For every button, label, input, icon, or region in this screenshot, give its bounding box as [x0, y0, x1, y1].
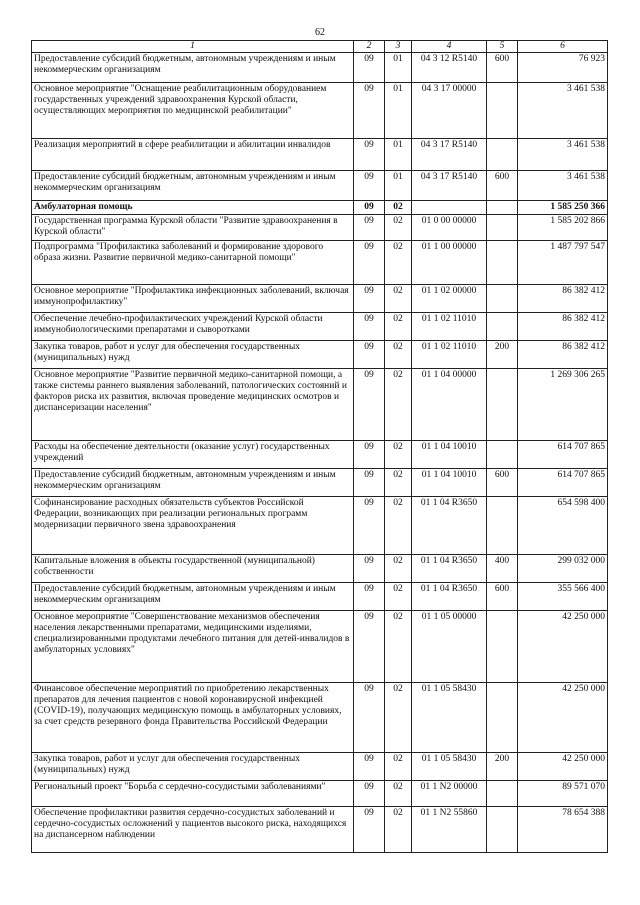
- amount: 3 461 538: [518, 83, 608, 139]
- row-name: Предоставление субсидий бюджетным, автономным учреждениям и иным некоммерческим организациям: [32, 53, 354, 83]
- expense-type-code: 600: [487, 469, 518, 497]
- subsection-code: 02: [385, 341, 412, 369]
- expense-type-code: [487, 369, 518, 441]
- expense-type-code: [487, 441, 518, 469]
- expense-type-code: 200: [487, 753, 518, 781]
- table-row: [32, 171, 608, 201]
- table-row: [32, 469, 608, 497]
- target-item-code: 01 1 05 58430: [412, 753, 487, 781]
- header-row: [32, 41, 608, 53]
- table-row: [32, 497, 608, 555]
- subsection-code: 02: [385, 781, 412, 807]
- subsection-code: 02: [385, 215, 412, 241]
- amount: 42 250 000: [518, 683, 608, 753]
- header-col-6: 6: [518, 41, 608, 53]
- amount: 355 566 400: [518, 583, 608, 611]
- amount: 86 382 412: [518, 313, 608, 341]
- header-col-5: 5: [487, 41, 518, 53]
- subsection-code: 01: [385, 53, 412, 83]
- section-code: 09: [354, 285, 385, 313]
- subsection-code: 02: [385, 201, 412, 215]
- table-row: [32, 369, 608, 441]
- expense-type-code: [487, 215, 518, 241]
- row-name: Закупка товаров, работ и услуг для обеспечения государственных (муниципальных) нужд: [32, 753, 354, 781]
- table-row: [32, 583, 608, 611]
- row-name: Расходы на обеспечение деятельности (оказание услуг) государственных учреждений: [32, 441, 354, 469]
- amount: 86 382 412: [518, 285, 608, 313]
- section-code: 09: [354, 369, 385, 441]
- subsection-code: 02: [385, 241, 412, 285]
- table-row: [32, 313, 608, 341]
- amount: 76 923: [518, 53, 608, 83]
- row-name: Софинансирование расходных обязательств субъектов Российской Федерации, возникающих при реализации региональных программ модернизации первичного звена здравоохранения: [32, 497, 354, 555]
- table-row: [32, 201, 608, 215]
- section-code: 09: [354, 781, 385, 807]
- amount: 42 250 000: [518, 611, 608, 683]
- subsection-code: 02: [385, 285, 412, 313]
- row-name: Капитальные вложения в объекты государственной (муниципальной) собственности: [32, 555, 354, 583]
- section-code: 09: [354, 753, 385, 781]
- table-row: [32, 341, 608, 369]
- target-item-code: 01 1 04 R3650: [412, 497, 487, 555]
- expense-type-code: [487, 497, 518, 555]
- target-item-code: 04 3 17 00000: [412, 83, 487, 139]
- amount: 1 585 250 366: [518, 201, 608, 215]
- table-row: [32, 683, 608, 753]
- subsection-code: 02: [385, 753, 412, 781]
- expense-type-code: [487, 781, 518, 807]
- section-code: 09: [354, 555, 385, 583]
- subsection-code: 02: [385, 441, 412, 469]
- section-code: 09: [354, 683, 385, 753]
- target-item-code: [412, 201, 487, 215]
- expense-type-code: [487, 83, 518, 139]
- table-row: [32, 53, 608, 83]
- header-col-3: 3: [385, 41, 412, 53]
- amount: 614 707 865: [518, 469, 608, 497]
- target-item-code: 01 0 00 00000: [412, 215, 487, 241]
- target-item-code: 01 1 04 10010: [412, 469, 487, 497]
- table-row: [32, 441, 608, 469]
- section-code: 09: [354, 341, 385, 369]
- table-row: [32, 807, 608, 853]
- row-name: Закупка товаров, работ и услуг для обеспечения государственных (муниципальных) нужд: [32, 341, 354, 369]
- expense-type-code: [487, 201, 518, 215]
- section-code: 09: [354, 497, 385, 555]
- amount: 299 032 000: [518, 555, 608, 583]
- budget-table: [31, 40, 608, 853]
- target-item-code: 01 1 02 00000: [412, 285, 487, 313]
- amount: 654 598 400: [518, 497, 608, 555]
- subsection-code: 02: [385, 369, 412, 441]
- page-number: 62: [315, 27, 325, 38]
- target-item-code: 01 1 N2 55860: [412, 807, 487, 853]
- expense-type-code: [487, 285, 518, 313]
- row-name: Предоставление субсидий бюджетным, автономным учреждениям и иным некоммерческим организациям: [32, 583, 354, 611]
- table-row: [32, 139, 608, 171]
- expense-type-code: [487, 241, 518, 285]
- section-code: 09: [354, 807, 385, 853]
- target-item-code: 01 1 02 11010: [412, 313, 487, 341]
- row-name: Финансовое обеспечение мероприятий по приобретению лекарственных препаратов для лечения пациентов с новой коронавирусной инфекцией (COVID-19), получающих медицинскую помощь в амбулаторных условиях, за счет средств резервного фонда Правительства Российской Федерации: [32, 683, 354, 753]
- row-name: Подпрограмма "Профилактика заболеваний и формирование здорового образа жизни. Развитие первичной медико-санитарной помощи": [32, 241, 354, 285]
- subsection-code: 02: [385, 611, 412, 683]
- amount: 86 382 412: [518, 341, 608, 369]
- section-code: 09: [354, 201, 385, 215]
- amount: 89 571 070: [518, 781, 608, 807]
- target-item-code: 01 1 05 00000: [412, 611, 487, 683]
- amount: 3 461 538: [518, 171, 608, 201]
- row-name: Основное мероприятие "Совершенствование механизмов обеспечения населения лекарственными препаратами, медицинскими изделиями, специализированными продуктами лечебного питания для детей-инвалидов в амбулаторных условиях": [32, 611, 354, 683]
- subsection-code: 02: [385, 583, 412, 611]
- subsection-code: 02: [385, 683, 412, 753]
- table-row: [32, 241, 608, 285]
- subsection-code: 01: [385, 139, 412, 171]
- target-item-code: 01 1 04 00000: [412, 369, 487, 441]
- section-code: 09: [354, 469, 385, 497]
- expense-type-code: [487, 611, 518, 683]
- header-col-2: 2: [354, 41, 385, 53]
- expense-type-code: 600: [487, 171, 518, 201]
- subsection-code: 02: [385, 555, 412, 583]
- expense-type-code: 600: [487, 583, 518, 611]
- subsection-code: 02: [385, 469, 412, 497]
- target-item-code: 04 3 12 R5140: [412, 53, 487, 83]
- expense-type-code: [487, 139, 518, 171]
- table-row: [32, 753, 608, 781]
- section-code: 09: [354, 171, 385, 201]
- section-code: 09: [354, 83, 385, 139]
- table-row: [32, 781, 608, 807]
- amount: 42 250 000: [518, 753, 608, 781]
- amount: 1 269 306 265: [518, 369, 608, 441]
- target-item-code: 04 3 17 R5140: [412, 171, 487, 201]
- row-name: Обеспечение лечебно-профилактических учреждений Курской области иммунобиологическими препаратами и сыворотками: [32, 313, 354, 341]
- amount: 1 487 797 547: [518, 241, 608, 285]
- row-name: Основное мероприятие "Оснащение реабилитационным оборудованием государственных учреждений здравоохранения Курской области, осуществляющих мероприятия по медицинской реабилитации": [32, 83, 354, 139]
- target-item-code: 01 1 02 11010: [412, 341, 487, 369]
- row-name: Обеспечение профилактики развития сердечно-сосудистых заболеваний и сердечно-сосудистых осложнений у пациентов высокого риска, находящихся на диспансерном наблюдении: [32, 807, 354, 853]
- expense-type-code: 600: [487, 53, 518, 83]
- target-item-code: 01 1 00 00000: [412, 241, 487, 285]
- section-code: 09: [354, 313, 385, 341]
- row-name: Региональный проект "Борьба с сердечно-сосудистыми заболеваниями": [32, 781, 354, 807]
- subsection-code: 02: [385, 807, 412, 853]
- section-code: 09: [354, 139, 385, 171]
- table-row: [32, 285, 608, 313]
- section-code: 09: [354, 241, 385, 285]
- section-code: 09: [354, 215, 385, 241]
- subsection-code: 02: [385, 497, 412, 555]
- target-item-code: 01 1 04 R3650: [412, 555, 487, 583]
- table-row: [32, 83, 608, 139]
- subsection-code: 02: [385, 313, 412, 341]
- row-name: Основное мероприятие "Развитие первичной медико-санитарной помощи, а также системы раннего выявления заболеваний, патологических состояний и факторов риска их развития, включая проведение медицинских осмотров и диспансеризации населения": [32, 369, 354, 441]
- section-code: 09: [354, 611, 385, 683]
- section-code: 09: [354, 583, 385, 611]
- table-row: [32, 215, 608, 241]
- header-col-1: 1: [32, 41, 354, 53]
- amount: 78 654 388: [518, 807, 608, 853]
- amount: 1 585 202 866: [518, 215, 608, 241]
- row-name: Государственная программа Курской области "Развитие здравоохранения в Курской области": [32, 215, 354, 241]
- section-code: 09: [354, 53, 385, 83]
- amount: 614 707 865: [518, 441, 608, 469]
- row-name: Реализация мероприятий в сфере реабилитации и абилитации инвалидов: [32, 139, 354, 171]
- amount: 3 461 538: [518, 139, 608, 171]
- section-code: 09: [354, 441, 385, 469]
- expense-type-code: [487, 313, 518, 341]
- target-item-code: 01 1 04 10010: [412, 441, 487, 469]
- row-name: Основное мероприятие "Профилактика инфекционных заболеваний, включая иммунопрофилактику": [32, 285, 354, 313]
- expense-type-code: 400: [487, 555, 518, 583]
- table-row: [32, 555, 608, 583]
- subsection-code: 01: [385, 83, 412, 139]
- target-item-code: 01 1 04 R3650: [412, 583, 487, 611]
- table-row: [32, 611, 608, 683]
- expense-type-code: [487, 807, 518, 853]
- subsection-code: 01: [385, 171, 412, 201]
- target-item-code: 01 1 05 58430: [412, 683, 487, 753]
- row-name: Предоставление субсидий бюджетным, автономным учреждениям и иным некоммерческим организациям: [32, 171, 354, 201]
- target-item-code: 01 1 N2 00000: [412, 781, 487, 807]
- expense-type-code: [487, 683, 518, 753]
- target-item-code: 04 3 17 R5140: [412, 139, 487, 171]
- row-name: Амбулаторная помощь: [32, 201, 354, 215]
- row-name: Предоставление субсидий бюджетным, автономным учреждениям и иным некоммерческим организациям: [32, 469, 354, 497]
- expense-type-code: 200: [487, 341, 518, 369]
- header-col-4: 4: [412, 41, 487, 53]
